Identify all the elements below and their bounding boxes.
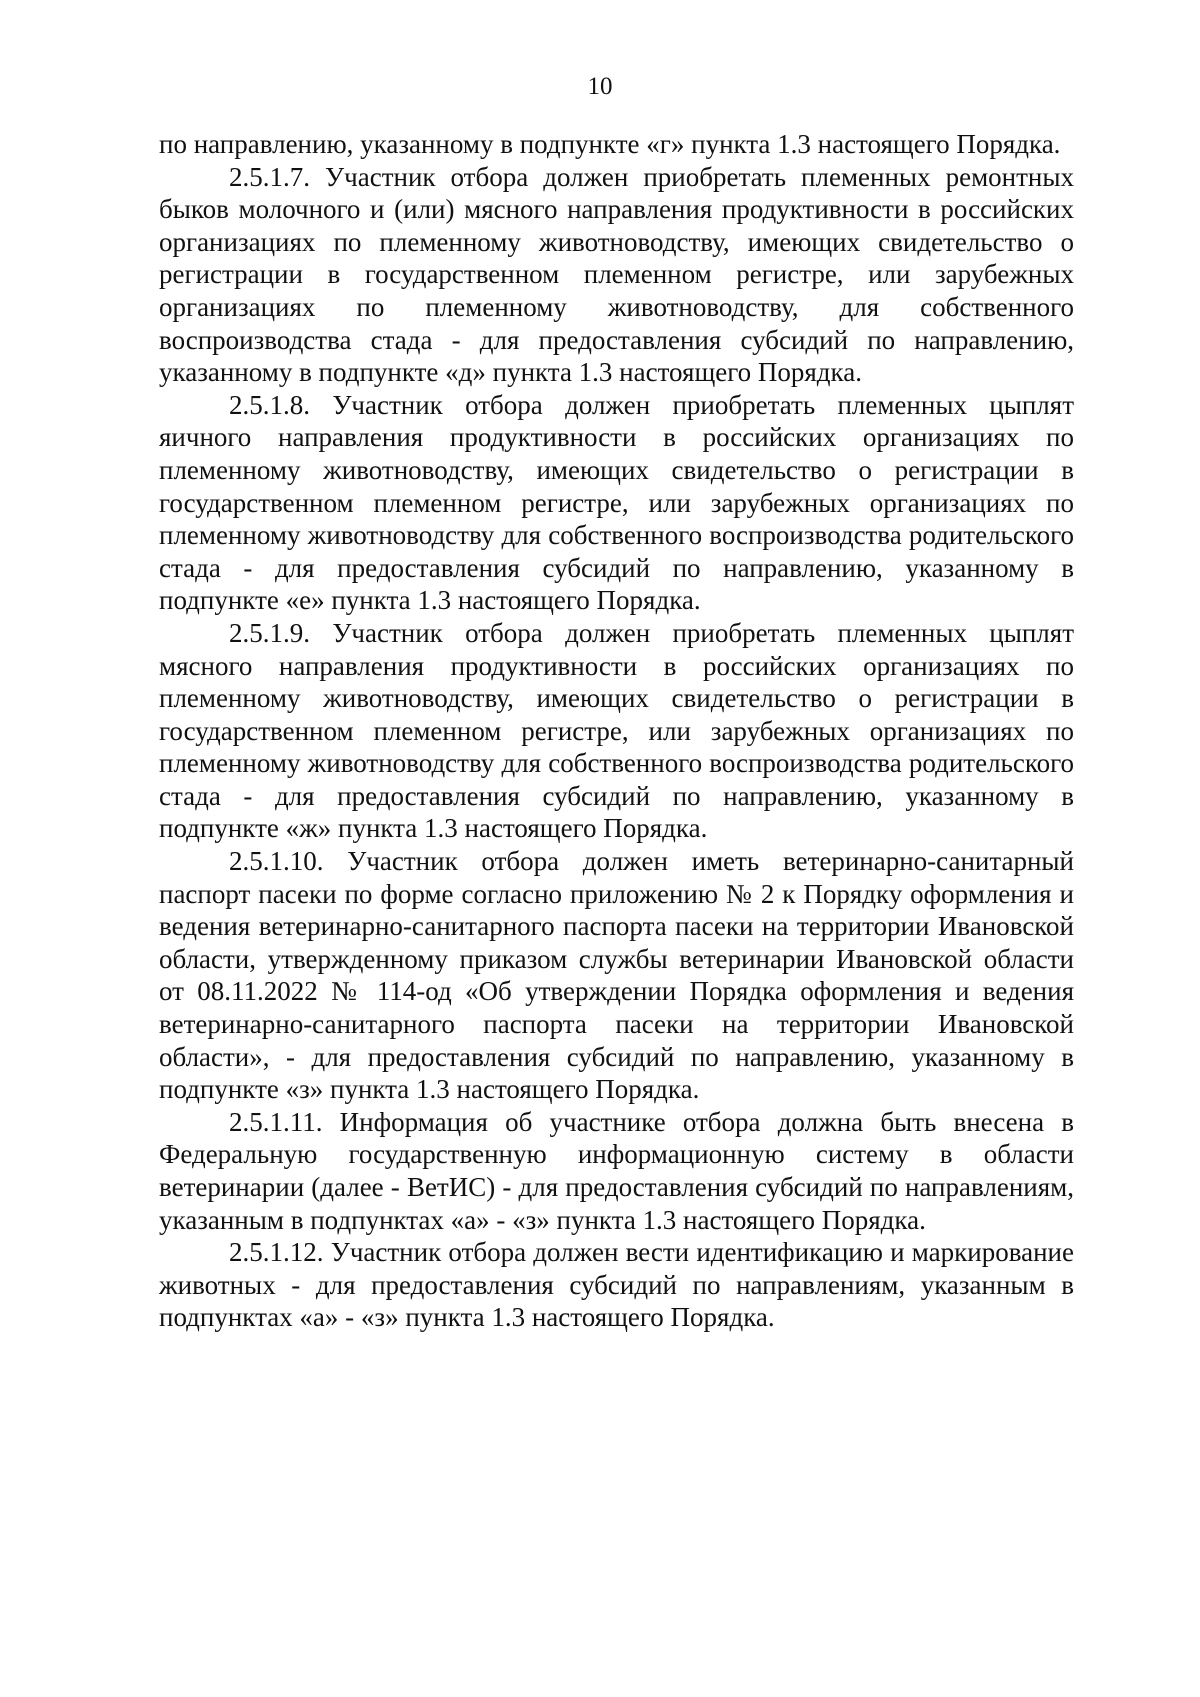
paragraph-2-5-1-8: 2.5.1.8. Участник отбора должен приобретать племенных цыплят яичного направления продуктивности в российских организациях по племенному животноводству, имеющих свидетельство о регистрации в государственном племенном регистре, или зарубежных организациях по племенному животноводству для собственного воспроизводства родительского стада - для предоставления субсидий по направлению, указанному в подпункте «е» пункта 1.3 настоящего Порядка. bbox=[159, 389, 1074, 616]
page-number: 10 bbox=[587, 73, 613, 100]
paragraph-2-5-1-7: 2.5.1.7. Участник отбора должен приобретать племенных ремонтных быков молочного и (или) мясного направления продуктивности в российских организациях по племенному животноводству, имеющих свидетельство о регистрации в государственном племенном регистре, или зарубежных организациях по племенному животноводству, для собственного воспроизводства стада - для предоставления субсидий по направлению, указанному в подпункте «д» пункта 1.3 настоящего Порядка. bbox=[159, 161, 1074, 388]
paragraph-2-5-1-11: 2.5.1.11. Информация об участнике отбора должна быть внесена в Федеральную государственную информационную систему в области ветеринарии (далее - ВетИС) - для предоставления субсидий по направлениям, указанным в подпунктах «а» - «з» пункта 1.3 настоящего Порядка. bbox=[159, 1106, 1074, 1235]
paragraph-2-5-1-10: 2.5.1.10. Участник отбора должен иметь ветеринарно-санитарный паспорт пасеки по форме согласно приложению № 2 к Порядку оформления и ведения ветеринарно-санитарного паспорта пасеки на территории Ивановской области, утвержденному приказом службы ветеринарии Ивановской области от 08.11.2022 № 114-од «Об утверждении Порядка оформления и ведения ветеринарно-санитарного паспорта пасеки на территории Ивановской области», - для предоставления субсидий по направлению, указанному в подпункте «з» пункта 1.3 настоящего Порядка. bbox=[159, 846, 1074, 1105]
paragraph-2-5-1-9: 2.5.1.9. Участник отбора должен приобретать племенных цыплят мясного направления продуктивности в российских организациях по племенному животноводству, имеющих свидетельство о регистрации в государственном племенном регистре, или зарубежных организациях по племенному животноводству для собственного воспроизводства родительского стада - для предоставления субсидий по направлению, указанному в подпункте «ж» пункта 1.3 настоящего Порядка. bbox=[159, 617, 1074, 844]
document-body bbox=[159, 128, 1074, 1334]
paragraph-2-5-1-12: 2.5.1.12. Участник отбора должен вести идентификацию и маркирование животных - для предоставления субсидий по направлениям, указанным в подпунктах «а» - «з» пункта 1.3 настоящего Порядка. bbox=[159, 1237, 1074, 1333]
paragraph-continuation: по направлению, указанному в подпункте «г» пункта 1.3 настоящего Порядка. bbox=[159, 129, 1061, 159]
